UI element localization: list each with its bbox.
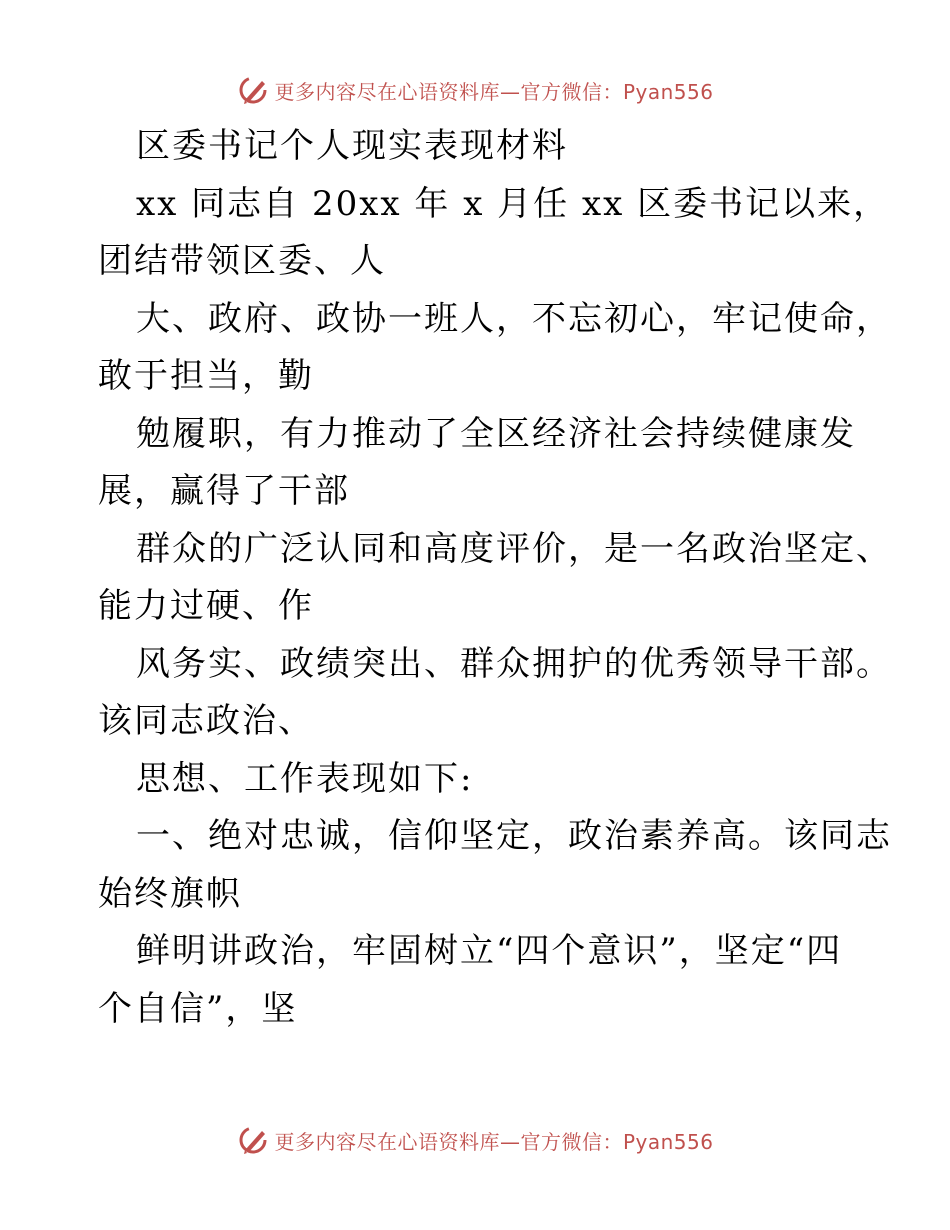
paragraph-line: 鲜明讲政治，牢固树立“四个意识”，坚定“四 (136, 931, 843, 971)
header-watermark (0, 70, 950, 110)
pen-logo-icon (236, 73, 272, 107)
watermark-text: 更多内容尽在心语资料库—官方微信：Pyan556 (274, 79, 714, 104)
paragraph-line: 个自信”，坚 (98, 988, 298, 1029)
paragraph-line: 思想、工作表现如下: (136, 758, 474, 799)
paragraph-line: 大、政府、政协一班人，不忘初心，牢记使命， (136, 298, 892, 339)
watermark-text: 更多内容尽在心语资料库—官方微信：Pyan556 (274, 1129, 714, 1154)
document-body (98, 118, 892, 1038)
paragraph-line: 一、绝对忠诚，信仰坚定，政治素养高。该同志 (136, 816, 892, 856)
paragraph-line: 敢于担当，勤 (98, 356, 314, 396)
paragraph-line: 展，赢得了干部 (98, 471, 350, 511)
paragraph-line: 风务实、政绩突出、群众拥护的优秀领导干部。 (136, 643, 892, 684)
paragraph-line: 始终旗帜 (98, 873, 242, 914)
paragraph-line: 群众的广泛认同和高度评价，是一名政治坚定、 (136, 528, 892, 569)
document-title: 区委书记个人现实表现材料 (136, 126, 568, 166)
paragraph-line: 团结带领区委、人 (98, 241, 386, 281)
paragraph-line: 勉履职，有力推动了全区经济社会持续健康发 (136, 413, 856, 454)
footer-watermark (0, 1120, 950, 1160)
pen-logo-icon (236, 1123, 272, 1157)
paragraph-line: 能力过硬、作 (98, 586, 314, 626)
paragraph-line: 该同志政治、 (98, 701, 314, 741)
paragraph-line: xx 同志自 20xx 年 x 月任 xx 区委书记以来， (136, 183, 890, 224)
